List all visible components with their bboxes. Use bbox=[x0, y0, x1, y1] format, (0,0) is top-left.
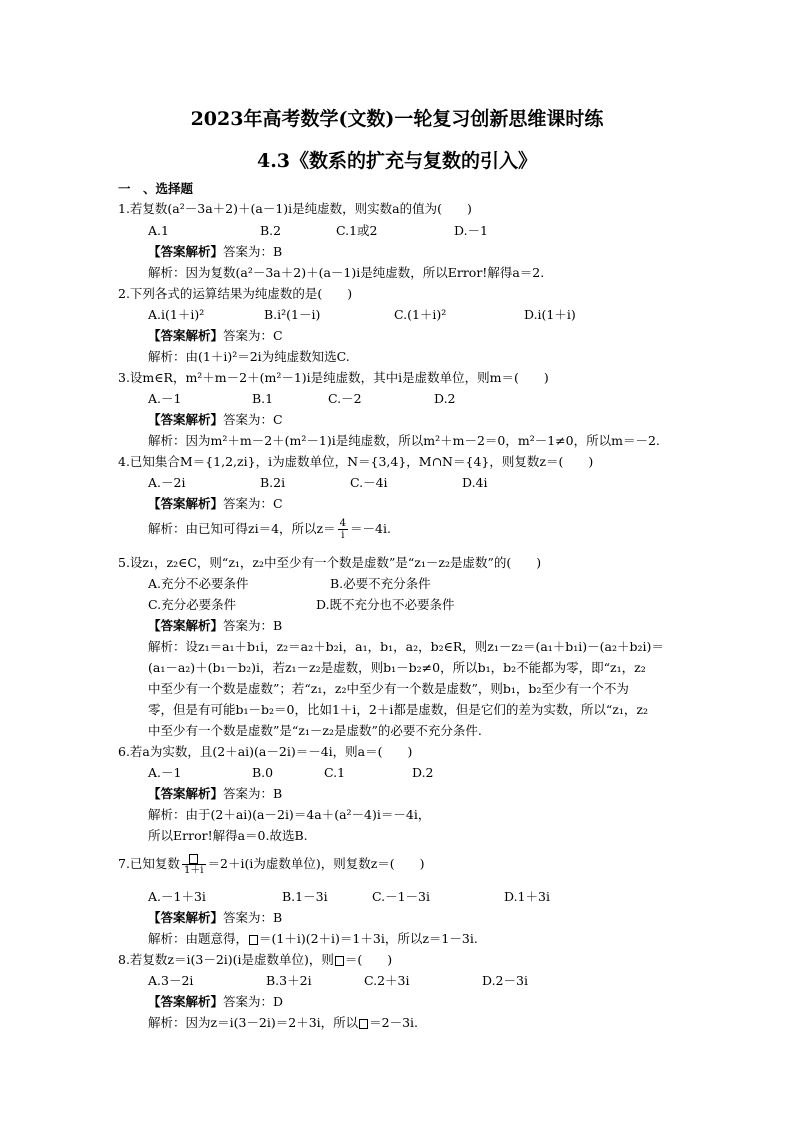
option-a: A.i(1＋i)² bbox=[148, 307, 205, 322]
fraction-numerator: 4 bbox=[339, 518, 346, 529]
option-d: D.－1 bbox=[454, 223, 489, 238]
option-c: C.2＋3i bbox=[364, 973, 410, 988]
answer-label: 【答案解析】 bbox=[148, 910, 224, 925]
question-3-explanation: 解析：因为m²＋m－2＋(m²－1)i是纯虚数，所以m²＋m－2＝0，m²－1≠0，所以m＝－2. bbox=[148, 433, 660, 448]
fraction-denominator: 1＋i bbox=[183, 865, 204, 876]
answer-text: 答案为：B bbox=[223, 910, 283, 925]
question-8-stem bbox=[118, 951, 392, 969]
option-b: B.2i bbox=[260, 475, 286, 490]
answer-label: 【答案解析】 bbox=[148, 412, 224, 427]
conjugate-z-symbol bbox=[189, 854, 198, 864]
option-b: B.2 bbox=[260, 223, 282, 238]
fraction-numerator bbox=[182, 853, 206, 865]
explanation-text: ＝－4i. bbox=[350, 521, 391, 536]
conjugate-z-symbol bbox=[335, 956, 344, 966]
option-d: D.2－3i bbox=[482, 973, 528, 988]
option-b: B.必要不充分条件 bbox=[330, 576, 431, 591]
question-5-explanation-line-5: 中至少有一个数是虚数”是“z₁－z₂是虚数”的必要不充分条件. bbox=[148, 723, 482, 738]
question-5-explanation-line-4: 零，但是有可能b₁－b₂＝0，比如1＋i，2＋i都是虚数，但是它们的差为实数，所以“z₁，z₂ bbox=[148, 702, 648, 717]
option-b: B.0 bbox=[252, 765, 274, 780]
option-a: A.充分不必要条件 bbox=[148, 576, 249, 591]
question-2-explanation: 解析：由(1＋i)²＝2i为纯虚数知选C. bbox=[148, 349, 350, 364]
question-6-explanation-line-1: 解析：由于(2＋ai)(a－2i)＝4a＋(a²－4)i＝－4i， bbox=[148, 807, 431, 822]
question-1-answer bbox=[148, 243, 282, 261]
stem-text: 7.已知复数 bbox=[118, 856, 180, 871]
question-5-explanation-line-3: 中至少有一个数是虚数”；若“z₁，z₂中至少有一个数是虚数”，则b₁，b₂至少有一个不为 bbox=[148, 681, 629, 696]
document-title: 2023年高考数学(文数)一轮复习创新思维课时练 bbox=[190, 108, 604, 130]
question-7-explanation bbox=[148, 930, 478, 948]
answer-label: 【答案解析】 bbox=[148, 786, 224, 801]
stem-text: ＝( ) bbox=[344, 952, 393, 967]
option-a: A.－2i bbox=[148, 475, 186, 490]
answer-text: 答案为：B bbox=[223, 244, 283, 259]
option-b: B.i²(1－i) bbox=[264, 307, 321, 322]
answer-text: 答案为：D bbox=[223, 994, 284, 1009]
option-c: C.1 bbox=[324, 765, 346, 780]
conjugate-z-symbol bbox=[249, 935, 258, 945]
answer-label: 【答案解析】 bbox=[148, 618, 224, 633]
question-1-stem: 1.若复数(a²－3a＋2)＋(a－1)i是纯虚数，则实数a的值为( ) bbox=[118, 201, 472, 216]
option-c: C.(1＋i)² bbox=[394, 307, 447, 322]
conjugate-z-symbol bbox=[359, 1019, 368, 1029]
option-b: B.3＋2i bbox=[266, 973, 312, 988]
question-7-stem bbox=[118, 849, 425, 879]
option-d: D.既不充分也不必要条件 bbox=[316, 597, 455, 612]
explanation-text: 解析：由题意得， bbox=[148, 931, 249, 946]
answer-text: 答案为：B bbox=[223, 618, 283, 633]
option-d: D.4i bbox=[462, 475, 488, 490]
question-3-stem: 3.设m∈R，m²＋m－2＋(m²－1)i是纯虚数，其中i是虚数单位，则m＝( ) bbox=[118, 370, 549, 385]
question-2-stem: 2.下列各式的运算结果为纯虚数的是( ) bbox=[118, 286, 353, 301]
stem-text: ＝2＋i(i为虚数单位)，则复数z＝( ) bbox=[207, 856, 425, 871]
option-d: D.2 bbox=[434, 391, 456, 406]
option-a: A.3－2i bbox=[148, 973, 194, 988]
option-a: A.－1 bbox=[148, 765, 182, 780]
option-c: C.－4i bbox=[350, 475, 388, 490]
answer-label: 【答案解析】 bbox=[148, 994, 224, 1009]
answer-label: 【答案解析】 bbox=[148, 328, 224, 343]
question-6-stem: 6.若a为实数，且(2＋ai)(a－2i)＝－4i，则a＝( ) bbox=[118, 744, 413, 759]
option-b: B.1－3i bbox=[282, 889, 328, 904]
option-d: D.1＋3i bbox=[504, 889, 550, 904]
question-5-explanation-line-2: (a₁－a₂)＋(b₁－b₂)i，若z₁－z₂是虚数，则b₁－b₂≠0，所以b₁，b₂不能都为零，即“z₁，z₂ bbox=[148, 660, 646, 675]
answer-text: 答案为：C bbox=[223, 496, 283, 511]
option-a: A.－1 bbox=[148, 391, 182, 406]
question-8-explanation bbox=[148, 1014, 418, 1032]
explanation-text: ＝2－3i. bbox=[369, 1015, 419, 1030]
option-c: C.1或2 bbox=[336, 223, 378, 238]
option-c: C.－2 bbox=[328, 391, 362, 406]
option-c: C.－1－3i bbox=[372, 889, 430, 904]
question-1-explanation: 解析：因为复数(a²－3a＋2)＋(a－1)i是纯虚数，所以Error!解得a＝2. bbox=[148, 265, 545, 280]
option-a: A.－1＋3i bbox=[148, 889, 206, 904]
question-2-answer bbox=[148, 327, 283, 345]
option-b: B.1 bbox=[252, 391, 274, 406]
question-4-answer bbox=[148, 495, 283, 513]
question-6-explanation-line-2: 所以Error!解得a＝0.故选B. bbox=[148, 828, 308, 843]
fraction-denominator: i bbox=[341, 530, 345, 541]
question-4-stem: 4.已知集合M＝{1,2,zi}，i为虚数单位，N＝{3,4}，M∩N＝{4}，则复数z＝( ) bbox=[118, 454, 594, 469]
question-4-explanation bbox=[148, 514, 391, 544]
document-subtitle: 4.3《数系的扩充与复数的引入》 bbox=[256, 150, 538, 172]
option-d: D.2 bbox=[412, 765, 434, 780]
question-3-answer bbox=[148, 411, 283, 429]
option-d: D.i(1＋i) bbox=[524, 307, 576, 322]
answer-text: 答案为：C bbox=[223, 412, 283, 427]
answer-text: 答案为：B bbox=[223, 786, 283, 801]
fraction bbox=[338, 518, 348, 541]
fraction bbox=[182, 853, 206, 876]
option-c: C.充分必要条件 bbox=[148, 597, 237, 612]
question-5-explanation-line-1: 解析：设z₁＝a₁＋b₁i，z₂＝a₂＋b₂i，a₁，b₁，a₂，b₂∈R，则z₁－z₂＝(a₁＋b₁i)－(a₂＋b₂i)＝ bbox=[148, 639, 664, 654]
question-7-answer bbox=[148, 909, 282, 927]
question-6-answer bbox=[148, 785, 282, 803]
question-5-answer bbox=[148, 617, 282, 635]
explanation-text: 解析：因为z＝i(3－2i)＝2＋3i，所以 bbox=[148, 1015, 359, 1030]
option-a: A.1 bbox=[148, 223, 169, 238]
section-heading: 一 、选择题 bbox=[118, 181, 194, 196]
answer-label: 【答案解析】 bbox=[148, 244, 224, 259]
explanation-text: ＝(1＋i)(2＋i)＝1＋3i，所以z＝1－3i. bbox=[259, 931, 478, 946]
stem-text: 8.若复数z＝i(3－2i)(i是虚数单位)，则 bbox=[118, 952, 334, 967]
question-5-stem: 5.设z₁，z₂∈C，则“z₁，z₂中至少有一个数是虚数”是“z₁－z₂是虚数”的( ) bbox=[118, 555, 542, 570]
explanation-text: 解析：由已知可得zi＝4，所以z＝ bbox=[148, 521, 336, 536]
question-8-answer bbox=[148, 993, 283, 1011]
answer-label: 【答案解析】 bbox=[148, 496, 224, 511]
answer-text: 答案为：C bbox=[223, 328, 283, 343]
